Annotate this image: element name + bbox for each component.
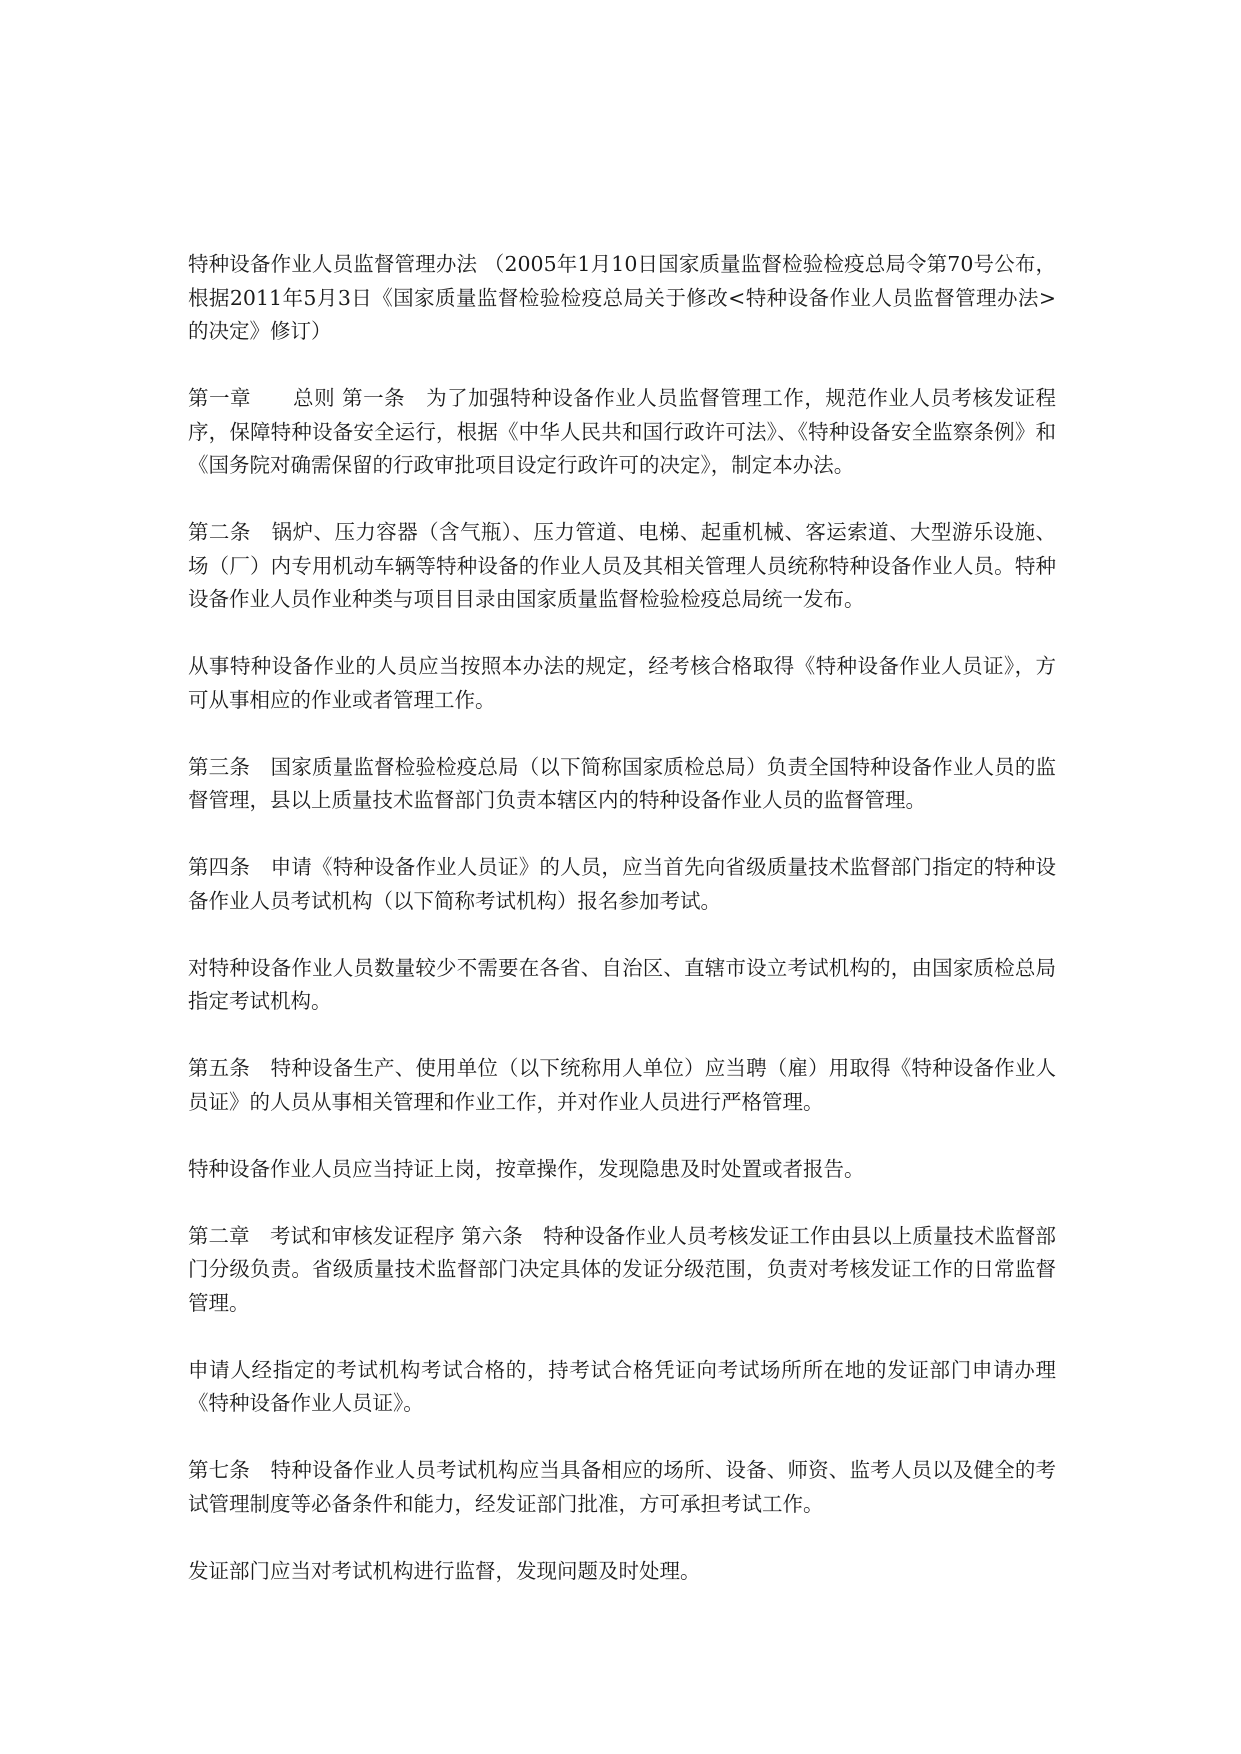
article-7-paragraph: 第七条 特种设备作业人员考试机构应当具备相应的场所、设备、师资、监考人员以及健全的考试管理制度等必备条件和能力，经发证部门批准，方可承担考试工作。: [188, 1458, 1056, 1516]
chapter-1-article-1-paragraph: 第一章 总则 第一条 为了加强特种设备作业人员监督管理工作，规范作业人员考核发证程序，保障特种设备安全运行，根据《中华人民共和国行政许可法》、《特种设备安全监察条例》和《国务院对确需保留的行政审批项目设定行政许可的决定》，制定本办法。: [188, 386, 1056, 477]
document-title-paragraph: 特种设备作业人员监督管理办法 （2005年1月10日国家质量监督检验检疫总局令第70号公布，根据2011年5月3日《国家质量监督检验检疫总局关于修改<特种设备作业人员监督管理办法>的决定》修订）: [188, 252, 1056, 343]
document-body: [188, 248, 1056, 1622]
article-2-clause-paragraph: 从事特种设备作业的人员应当按照本办法的规定，经考核合格取得《特种设备作业人员证》，方可从事相应的作业或者管理工作。: [188, 654, 1056, 712]
article-4-paragraph: 第四条 申请《特种设备作业人员证》的人员，应当首先向省级质量技术监督部门指定的特种设备作业人员考试机构（以下简称考试机构）报名参加考试。: [188, 855, 1056, 913]
article-6-clause-paragraph: 申请人经指定的考试机构考试合格的，持考试合格凭证向考试场所所在地的发证部门申请办理《特种设备作业人员证》。: [188, 1357, 1056, 1415]
article-4-clause-paragraph: 对特种设备作业人员数量较少不需要在各省、自治区、直辖市设立考试机构的，由国家质检总局指定考试机构。: [188, 955, 1056, 1013]
article-5-clause-paragraph: 特种设备作业人员应当持证上岗，按章操作，发现隐患及时处置或者报告。: [188, 1156, 865, 1181]
article-7-clause-paragraph: 发证部门应当对考试机构进行监督，发现问题及时处理。: [188, 1558, 701, 1583]
chapter-2-article-6-paragraph: 第二章 考试和审核发证程序 第六条 特种设备作业人员考核发证工作由县以上质量技术监督部门分级负责。省级质量技术监督部门决定具体的发证分级范围，负责对考核发证工作的日常监督管理。: [188, 1223, 1056, 1315]
article-2-paragraph: 第二条 锅炉、压力容器（含气瓶）、压力管道、电梯、起重机械、客运索道、大型游乐设施、场（厂）内专用机动车辆等特种设备的作业人员及其相关管理人员统称特种设备作业人员。特种设备作业人员作业种类与项目目录由国家质量监督检验检疫总局统一发布。: [188, 520, 1056, 611]
article-5-paragraph: 第五条 特种设备生产、使用单位（以下统称用人单位）应当聘（雇）用取得《特种设备作业人员证》的人员从事相关管理和作业工作，并对作业人员进行严格管理。: [188, 1056, 1056, 1114]
article-3-paragraph: 第三条 国家质量监督检验检疫总局（以下简称国家质检总局）负责全国特种设备作业人员的监督管理，县以上质量技术监督部门负责本辖区内的特种设备作业人员的监督管理。: [188, 754, 1056, 812]
